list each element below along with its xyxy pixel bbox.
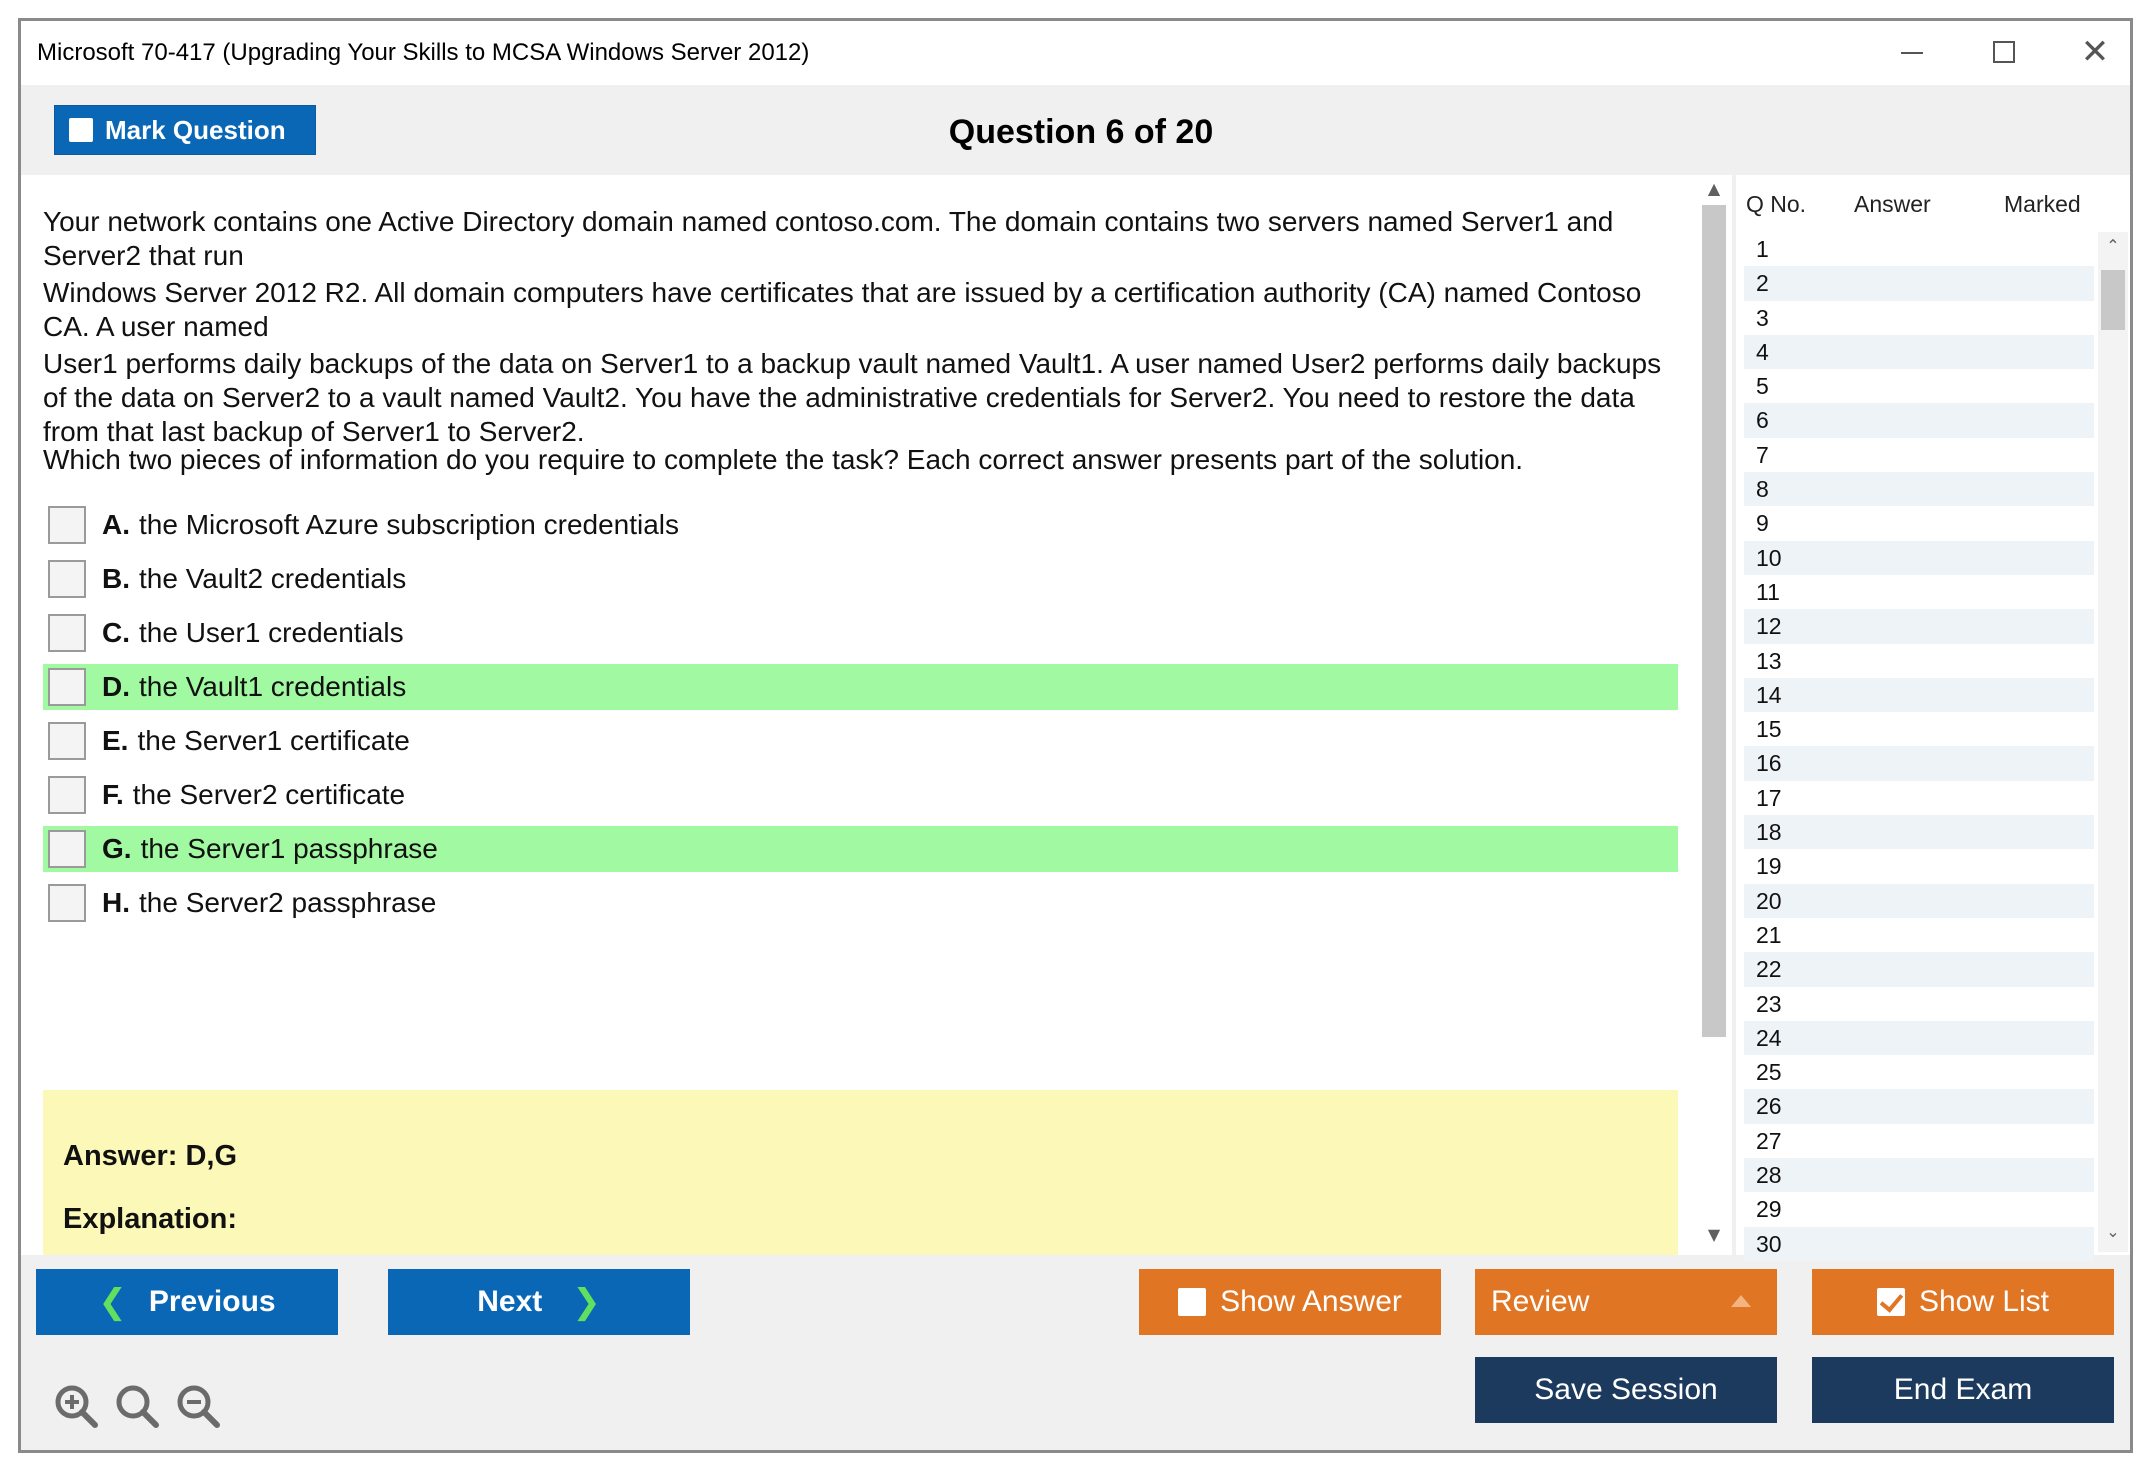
question-paragraph: Windows Server 2012 R2. All domain computers have certificates that are issued by a certification authority (CA) named Contoso CA. A user named [43, 277, 1642, 342]
option-checkbox[interactable] [48, 776, 86, 814]
option-letter: B. [102, 563, 130, 594]
question-content [21, 175, 1696, 1255]
question-list-panel [1736, 175, 2130, 1255]
option-text: the Microsoft Azure subscription credentials [139, 509, 680, 540]
chevron-up-icon[interactable]: ⌃ [2106, 236, 2120, 255]
question-paragraph: Your network contains one Active Directory domain named contoso.com. The domain contains two servers named Server1 and Server2 that run [43, 206, 1614, 271]
answer-option-f[interactable] [43, 772, 1678, 818]
option-letter: G. [102, 833, 132, 864]
window-title: Microsoft 70-417 (Upgrading Your Skills to MCSA Windows Server 2012) [37, 39, 810, 66]
question-paragraph: Which two pieces of information do you require to complete the task? Each correct answer presents part of the solution. [43, 444, 1524, 475]
scroll-down-icon[interactable]: ▼ [1707, 1225, 1721, 1244]
option-letter: F. [102, 779, 124, 810]
column-header-marked[interactable]: Marked [2004, 191, 2081, 217]
app-window [18, 18, 2133, 1453]
list-item[interactable]: 8 [1744, 472, 2094, 506]
list-item[interactable]: 21 [1756, 921, 1782, 948]
option-text: the Server1 passphrase [140, 833, 438, 864]
option-checkbox[interactable] [48, 506, 86, 544]
answer-option-h[interactable] [43, 880, 1678, 926]
option-checkbox[interactable] [48, 560, 86, 598]
chevron-right-icon: ❯ [572, 1282, 601, 1322]
show-list-button[interactable] [1812, 1269, 2114, 1335]
list-item[interactable]: 28 [1744, 1158, 2094, 1192]
list-item[interactable]: 17 [1756, 784, 1782, 811]
option-text: the User1 credentials [139, 617, 404, 648]
next-button[interactable] [388, 1269, 690, 1335]
previous-button[interactable] [36, 1269, 338, 1335]
zoom-out-icon[interactable] [175, 1383, 221, 1429]
list-item[interactable]: 3 [1756, 304, 1769, 331]
question-counter: Question 6 of 20 [948, 113, 1214, 151]
list-item[interactable]: 19 [1756, 853, 1782, 880]
option-text: the Server2 certificate [132, 779, 406, 810]
answer-option-b[interactable] [43, 556, 1678, 602]
minimize-icon[interactable] [1891, 35, 1931, 69]
scrollbar-thumb[interactable] [1702, 205, 1726, 1037]
list-item[interactable]: 2 [1744, 266, 2094, 300]
zoom-reset-icon[interactable] [114, 1383, 160, 1429]
explanation-label: Explanation: [63, 1203, 238, 1235]
list-item[interactable]: 29 [1756, 1196, 1782, 1223]
list-item[interactable]: 25 [1756, 1059, 1782, 1086]
previous-label: Previous [148, 1285, 276, 1318]
question-paragraph: User1 performs daily backups of the data on Server1 to a backup vault named Vault1. A user named User2 performs daily backups of the data on Server2 to a vault named Vault2. You have the administrative credentials for Server2. You need to restore the data from that last backup of Server1 to Server2. [43, 348, 1662, 447]
checkbox-icon [1178, 1288, 1206, 1316]
option-letter: E. [102, 725, 129, 756]
chevron-left-icon: ❮ [98, 1282, 127, 1322]
save-session-label: Save Session [1534, 1373, 1718, 1406]
option-letter: A. [102, 509, 130, 540]
list-item[interactable]: 18 [1744, 815, 2094, 849]
answer-option-e[interactable] [43, 718, 1678, 764]
show-answer-label: Show Answer [1220, 1285, 1402, 1318]
option-letter: D. [102, 671, 130, 702]
option-checkbox[interactable] [48, 722, 86, 760]
question-list-scrollbar[interactable] [2098, 232, 2128, 1252]
mark-question-button[interactable] [54, 105, 316, 155]
list-item[interactable]: 7 [1756, 441, 1769, 468]
checked-checkbox-icon [1877, 1288, 1905, 1316]
caret-up-icon [1731, 1295, 1751, 1307]
option-text: the Server2 passphrase [139, 887, 437, 918]
answer-panel [43, 1090, 1678, 1255]
answer-option-d[interactable] [43, 664, 1678, 710]
mark-checkbox-icon [69, 118, 93, 142]
question-list-rows [1744, 232, 2094, 1261]
list-item[interactable]: 26 [1744, 1089, 2094, 1123]
list-item[interactable]: 20 [1744, 884, 2094, 918]
list-item[interactable]: 6 [1744, 403, 2094, 437]
list-item[interactable]: 22 [1744, 952, 2094, 986]
list-item[interactable]: 24 [1744, 1021, 2094, 1055]
list-item[interactable]: 30 [1744, 1227, 2094, 1261]
review-button[interactable] [1475, 1269, 1777, 1335]
list-item[interactable]: 9 [1756, 510, 1769, 537]
title-bar [21, 21, 2130, 85]
answer-option-g[interactable] [43, 826, 1678, 872]
answer-option-c[interactable] [43, 610, 1678, 656]
list-item[interactable]: 13 [1756, 647, 1782, 674]
column-header-answer[interactable]: Answer [1854, 191, 1931, 217]
content-scrollbar[interactable] [1696, 175, 1732, 1255]
show-answer-button[interactable] [1139, 1269, 1441, 1335]
option-text: the Server1 certificate [137, 725, 410, 756]
scrollbar-thumb[interactable] [2101, 270, 2125, 330]
save-session-button[interactable] [1475, 1357, 1777, 1423]
answer-option-a[interactable] [43, 502, 1678, 548]
next-label: Next [477, 1285, 543, 1318]
option-text: the Vault1 credentials [139, 671, 407, 702]
list-item[interactable]: 1 [1756, 236, 1769, 262]
option-checkbox[interactable] [48, 830, 86, 868]
answer-text: Answer: D,G [63, 1140, 238, 1172]
list-item[interactable]: 16 [1744, 746, 2094, 780]
option-checkbox[interactable] [48, 884, 86, 922]
list-item[interactable]: 12 [1744, 609, 2094, 643]
list-item[interactable]: 14 [1744, 678, 2094, 712]
list-item[interactable]: 27 [1756, 1127, 1782, 1154]
end-exam-label: End Exam [1893, 1373, 2033, 1406]
close-icon[interactable]: ✕ [2080, 32, 2110, 72]
column-header-qno[interactable]: Q No. [1746, 191, 1807, 217]
option-letter: H. [102, 887, 130, 918]
list-item[interactable]: 10 [1744, 541, 2094, 575]
maximize-icon[interactable] [1983, 35, 2023, 69]
list-item[interactable]: 11 [1756, 578, 1780, 605]
option-checkbox[interactable] [48, 668, 86, 706]
chevron-down-icon[interactable]: ⌄ [2106, 1222, 2120, 1241]
zoom-in-icon[interactable] [53, 1383, 99, 1429]
review-label: Review [1491, 1285, 1590, 1318]
list-item[interactable]: 15 [1756, 716, 1782, 743]
mark-question-label: Mark Question [105, 114, 286, 145]
question-list-header [1736, 175, 2130, 230]
list-item[interactable]: 23 [1756, 990, 1782, 1017]
list-item[interactable]: 5 [1756, 373, 1769, 400]
end-exam-button[interactable] [1812, 1357, 2114, 1423]
option-checkbox[interactable] [48, 614, 86, 652]
option-text: the Vault2 credentials [139, 563, 407, 594]
scroll-up-icon[interactable]: ▲ [1707, 179, 1721, 198]
show-list-label: Show List [1918, 1285, 2050, 1318]
list-item[interactable]: 4 [1744, 335, 2094, 369]
option-letter: C. [102, 617, 130, 648]
